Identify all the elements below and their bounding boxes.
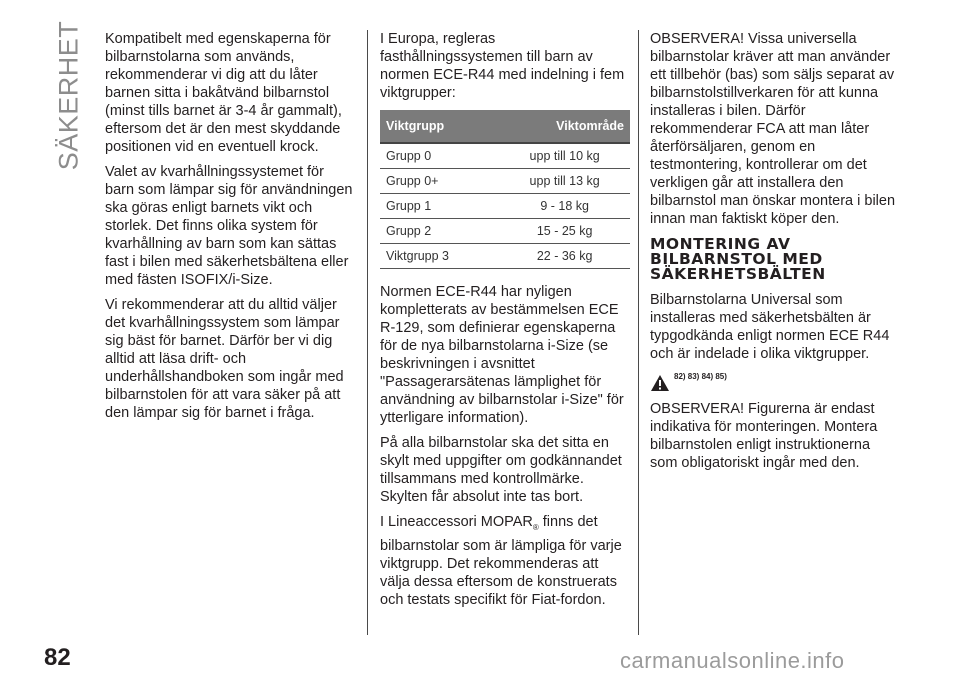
page-number: 82 xyxy=(44,644,71,671)
note-paragraph: OBSERVERA! Figurerna är endast indikativa för monteringen. Montera bilbarnstolen enligt instruktionerna som obligatoriskt ingår med den. xyxy=(650,401,878,471)
warning-reference xyxy=(650,370,900,392)
heading-line: SÄKERHETSBÄLTEN xyxy=(650,265,826,283)
table-cell: 15 - 25 kg xyxy=(499,219,630,244)
table-row xyxy=(380,194,630,219)
section-label xyxy=(52,20,86,170)
table-row xyxy=(380,169,630,194)
section-heading xyxy=(650,237,900,282)
table-row xyxy=(380,143,630,169)
column-3 xyxy=(650,30,900,479)
table-cell: 22 - 36 kg xyxy=(499,244,630,269)
table-row xyxy=(380,219,630,244)
warning-triangle-icon xyxy=(650,374,670,392)
watermark: carmanualsonline.info xyxy=(620,648,845,673)
table-cell: Grupp 2 xyxy=(380,219,499,244)
table-header: Viktgrupp xyxy=(380,110,499,143)
table-cell: Grupp 0+ xyxy=(380,169,499,194)
heading-line: BILBARNSTOL MED xyxy=(650,250,823,268)
paragraph: Vi rekommenderar att du alltid väljer det kvarhållningssystem som lämpar sig bäst för barnet. Därför ber vi dig alltid att läsa drift- och underhållshandboken som ingår med bilbarnstolen för att vara säker på att den lämpar sig för barnet i fråga. xyxy=(105,297,344,421)
column-divider xyxy=(638,30,639,635)
table-header-row xyxy=(380,110,630,143)
table-cell: 9 - 18 kg xyxy=(499,194,630,219)
paragraph: Kompatibelt med egenskaperna för bilbarnstolarna som används, rekommenderar vi dig att du låter barnen sitta i bakåtvänd bilbarnstol (minst tills barnet är 3-4 år gammalt), eftersom det är den mest skyddande positionen vid en eventuell krock. xyxy=(105,31,342,155)
column-1 xyxy=(105,30,353,429)
weight-group-table xyxy=(380,110,630,269)
paragraph: Normen ECE-R44 har nyligen kompletterats av bestämmelsen ECE R-129, som definierar egenskaperna för de nya bilbarnstolarna i-Size (se beskrivningen i avsnittet "Passagerarsätenas lämplighet för användning av bilbarnstolar i-Size" för ytterligare information). xyxy=(380,284,624,426)
paragraph: Valet av kvarhållningssystemet för barn som lämpar sig för användningen ska göras enligt barnets vikt och storlek. Det finns olika system för kvarhållning av barn som kan sättas fast i bilen med säkerhetsbältena eller med fästen ISOFIX/i-Size. xyxy=(105,164,353,288)
table-cell: upp till 10 kg xyxy=(499,143,630,169)
paragraph-mopar xyxy=(380,513,630,609)
table-row xyxy=(380,244,630,269)
mopar-text: I Lineaccessori MOPAR xyxy=(380,514,533,530)
paragraph: Bilbarnstolarna Universal som installeras med säkerhetsbälten är typgodkända enligt normen ECE R44 och är indelade i olika viktgrupper. xyxy=(650,292,890,362)
table-cell: upp till 13 kg xyxy=(499,169,630,194)
table-header: Viktområde xyxy=(499,110,630,143)
warning-refs: 82) 83) 84) 85) xyxy=(674,372,727,381)
table-cell: Grupp 0 xyxy=(380,143,499,169)
note-paragraph: OBSERVERA! Vissa universella bilbarnstolar kräver att man använder ett tillbehör (bas) som säljs separat av bilbarnstolstillverkaren för att kunna installeras i bilen. Därför rekommenderar FCA att man låter återförsäljaren, genom en testmontering, kontrollerar om det verkligen går att installera den bilbarnstol man önskar montera i bilen innan man faktiskt köper den. xyxy=(650,31,896,227)
registered-mark: ® xyxy=(532,523,539,532)
column-2 xyxy=(380,30,630,616)
mopar-text-cont: finns det bilbarnstolar som är lämpliga för varje viktgrupp. Det rekommenderas att välja dessa eftersom de konstruerats och testats specifikt för Fiat-fordon. xyxy=(380,514,622,608)
column-divider xyxy=(367,30,368,635)
paragraph: I Europa, regleras fasthållningssystemen till barn av normen ECE-R44 med indelning i fem viktgrupper: xyxy=(380,31,625,101)
section-label-text: SÄKERHET xyxy=(53,20,84,170)
heading-line: MONTERING AV xyxy=(650,235,791,253)
table-cell: Grupp 1 xyxy=(380,194,499,219)
table-cell: Viktgrupp 3 xyxy=(380,244,499,269)
paragraph: På alla bilbarnstolar ska det sitta en skylt med uppgifter om godkännandet tillsammans med kontrollmärke. Skylten får absolut inte tas bort. xyxy=(380,435,622,505)
